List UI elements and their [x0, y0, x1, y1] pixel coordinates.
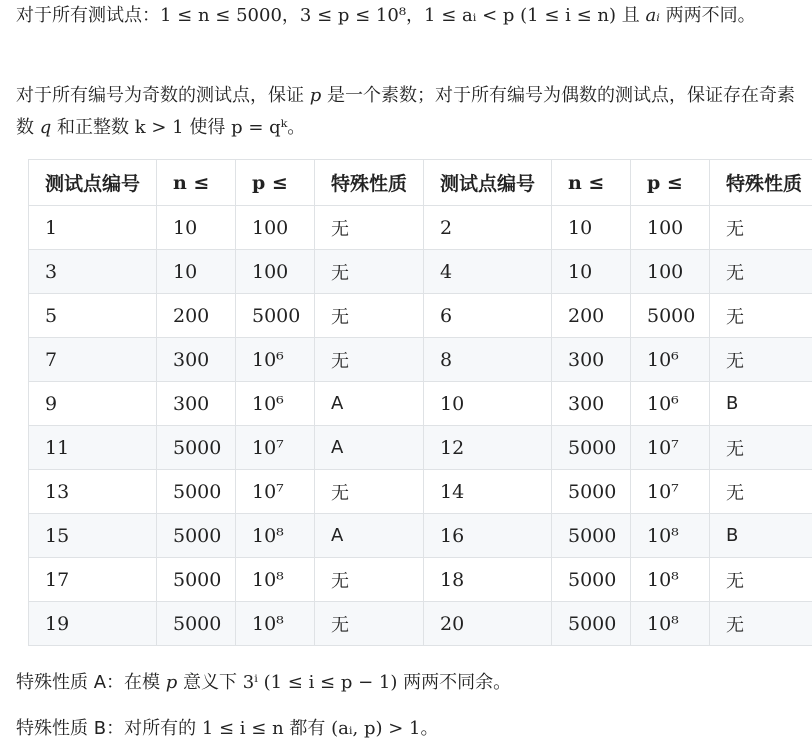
cell-property: 无	[710, 470, 812, 514]
cell-test-id: 5	[29, 294, 157, 338]
cell-property: 无	[710, 206, 812, 250]
table-row	[29, 338, 812, 382]
header-n-max: n ≤	[157, 160, 236, 206]
constraints-prefix: 对于所有测试点：	[16, 5, 160, 26]
cell-property: 无	[315, 338, 424, 382]
property-b-expression: 1 ≤ i ≤ n	[201, 718, 284, 739]
property-a-paragraph	[16, 667, 806, 699]
cell-property: 无	[710, 250, 812, 294]
cell-test-id: 11	[29, 426, 157, 470]
parity-text-a: 对于所有编号为奇数的测试点，保证	[16, 85, 304, 106]
table-body	[29, 206, 812, 646]
cell-n-max: 200	[157, 294, 236, 338]
cell-test-id: 16	[424, 514, 552, 558]
cell-p-max: 10⁷	[236, 426, 315, 470]
cell-p-max: 10⁸	[631, 558, 710, 602]
parity-var-q: q	[39, 117, 52, 138]
cell-property: A	[315, 382, 424, 426]
constraints-suffix-b: 两两不同。	[665, 5, 756, 26]
cell-n-max: 5000	[552, 602, 631, 646]
cell-test-id: 10	[424, 382, 552, 426]
table-row	[29, 514, 812, 558]
constraints-expression: 1 ≤ n ≤ 5000，3 ≤ p ≤ 10⁸，1 ≤ aᵢ < p (1 ≤ i ≤ n)	[160, 5, 617, 26]
header-property: 特殊性质	[315, 160, 424, 206]
cell-test-id: 4	[424, 250, 552, 294]
header-n-max: n ≤	[552, 160, 631, 206]
cell-property: 无	[315, 294, 424, 338]
cell-property: 无	[315, 602, 424, 646]
cell-n-max: 300	[157, 382, 236, 426]
cell-test-id: 18	[424, 558, 552, 602]
cell-property: A	[315, 426, 424, 470]
test-case-table	[28, 159, 812, 646]
cell-property: B	[710, 514, 812, 558]
cell-test-id: 19	[29, 602, 157, 646]
cell-property: A	[315, 514, 424, 558]
cell-n-max: 5000	[157, 602, 236, 646]
cell-property: 无	[315, 206, 424, 250]
cell-n-max: 10	[157, 206, 236, 250]
cell-n-max: 10	[552, 250, 631, 294]
cell-p-max: 5000	[236, 294, 315, 338]
header-test-id: 测试点编号	[424, 160, 552, 206]
table-row	[29, 470, 812, 514]
cell-test-id: 3	[29, 250, 157, 294]
cell-p-max: 10⁶	[631, 338, 710, 382]
cell-n-max: 5000	[552, 558, 631, 602]
cell-p-max: 100	[631, 250, 710, 294]
cell-n-max: 10	[157, 250, 236, 294]
cell-n-max: 5000	[157, 470, 236, 514]
property-a-mid: 意义下	[183, 672, 238, 693]
cell-p-max: 10⁸	[236, 514, 315, 558]
table-row	[29, 382, 812, 426]
table-row	[29, 426, 812, 470]
table-row	[29, 558, 812, 602]
table-row	[29, 250, 812, 294]
cell-property: 无	[710, 602, 812, 646]
cell-n-max: 5000	[552, 470, 631, 514]
property-b-tail: 。	[420, 718, 439, 739]
table-header-row	[29, 160, 812, 206]
cell-n-max: 300	[552, 338, 631, 382]
property-a-label: 特殊性质 A：在模	[16, 672, 161, 693]
cell-property: B	[710, 382, 812, 426]
cell-test-id: 1	[29, 206, 157, 250]
header-p-max: p ≤	[631, 160, 710, 206]
cell-n-max: 300	[157, 338, 236, 382]
parity-note-paragraph	[16, 80, 806, 144]
cell-test-id: 12	[424, 426, 552, 470]
cell-property: 无	[315, 558, 424, 602]
cell-n-max: 10	[552, 206, 631, 250]
cell-property: 无	[710, 338, 812, 382]
cell-p-max: 10⁶	[236, 338, 315, 382]
property-b-mid: 都有	[289, 718, 326, 739]
property-b-label: 特殊性质 B：对所有的	[16, 718, 197, 739]
cell-test-id: 20	[424, 602, 552, 646]
property-a-var-p: p	[165, 672, 178, 693]
cell-test-id: 15	[29, 514, 157, 558]
cell-property: 无	[710, 558, 812, 602]
table-row	[29, 206, 812, 250]
constraints-suffix-a: 且	[621, 5, 640, 26]
cell-property: 无	[315, 470, 424, 514]
parity-text-c: 和正整数	[57, 117, 129, 138]
cell-p-max: 10⁷	[236, 470, 315, 514]
cell-p-max: 100	[236, 206, 315, 250]
cell-n-max: 300	[552, 382, 631, 426]
property-b-paragraph	[16, 713, 806, 745]
cell-n-max: 5000	[157, 558, 236, 602]
cell-n-max: 5000	[552, 514, 631, 558]
cell-n-max: 5000	[157, 514, 236, 558]
cell-test-id: 17	[29, 558, 157, 602]
cell-property: 无	[710, 426, 812, 470]
cell-p-max: 100	[236, 250, 315, 294]
parity-text-d: 使得	[189, 117, 226, 138]
parity-text-b: 是一个素数；对于所有编号为偶数的测试点，保证存在奇素数	[16, 85, 795, 138]
table-row	[29, 294, 812, 338]
parity-expr-pq: p = qᵏ	[231, 117, 288, 138]
constraints-paragraph	[16, 0, 806, 32]
cell-p-max: 10⁷	[631, 470, 710, 514]
cell-n-max: 200	[552, 294, 631, 338]
cell-test-id: 2	[424, 206, 552, 250]
cell-property: 无	[710, 294, 812, 338]
cell-p-max: 10⁶	[236, 382, 315, 426]
cell-test-id: 8	[424, 338, 552, 382]
table-row	[29, 602, 812, 646]
cell-p-max: 10⁶	[631, 382, 710, 426]
cell-n-max: 5000	[552, 426, 631, 470]
cell-test-id: 7	[29, 338, 157, 382]
cell-p-max: 10⁸	[631, 514, 710, 558]
parity-expr-k: k > 1	[134, 117, 184, 138]
header-p-max: p ≤	[236, 160, 315, 206]
cell-p-max: 10⁸	[236, 602, 315, 646]
cell-p-max: 10⁷	[631, 426, 710, 470]
property-a-tail: 两两不同余。	[403, 672, 512, 693]
cell-n-max: 5000	[157, 426, 236, 470]
cell-test-id: 6	[424, 294, 552, 338]
property-b-expression-2: (aᵢ, p) > 1	[331, 718, 421, 739]
cell-test-id: 14	[424, 470, 552, 514]
parity-text-e: 。	[287, 117, 306, 138]
header-property: 特殊性质	[710, 160, 812, 206]
cell-p-max: 10⁸	[236, 558, 315, 602]
cell-p-max: 10⁸	[631, 602, 710, 646]
constraints-suffix-var: aᵢ	[645, 5, 660, 26]
cell-p-max: 5000	[631, 294, 710, 338]
cell-test-id: 9	[29, 382, 157, 426]
cell-test-id: 13	[29, 470, 157, 514]
cell-property: 无	[315, 250, 424, 294]
parity-var-p: p	[309, 85, 322, 106]
header-test-id: 测试点编号	[29, 160, 157, 206]
property-a-expression: 3ⁱ (1 ≤ i ≤ p − 1)	[242, 672, 398, 693]
cell-p-max: 100	[631, 206, 710, 250]
